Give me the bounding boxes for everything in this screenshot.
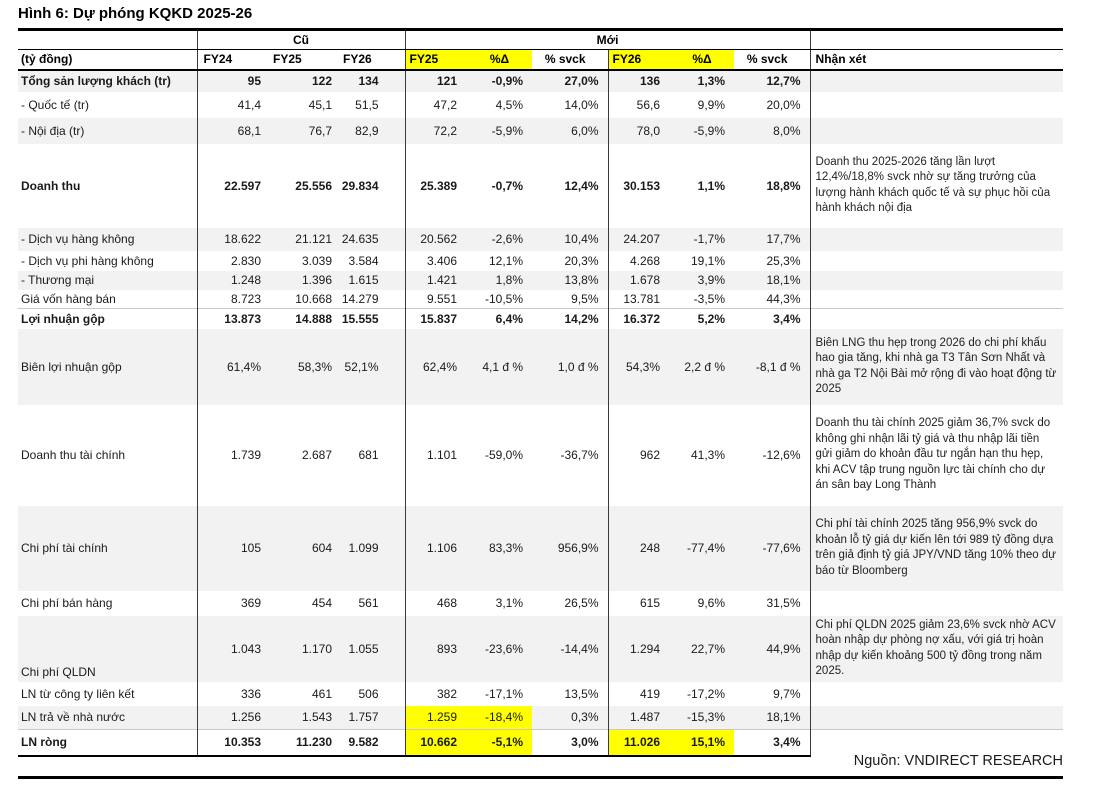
cell-value: 10,4% [564, 232, 599, 246]
row-label: - Dịch vụ phi hàng không [21, 253, 154, 268]
column-header: FY25 [267, 50, 337, 70]
cell-value: 47,2 [405, 92, 467, 118]
row-label: Chi phí bán hàng [21, 596, 113, 610]
row-label: Chi phí tài chính [21, 541, 108, 555]
row-comment [810, 92, 1063, 118]
table-row [18, 290, 1063, 309]
cell-value: 1.421 [405, 271, 467, 290]
row-label: LN ròng [18, 730, 197, 756]
cell-value: 454 [311, 596, 332, 610]
cell-value: 6,0% [571, 123, 599, 138]
cell-value: 1.256 [197, 706, 267, 730]
cell-value: 369 [197, 591, 267, 616]
cell-value: 134 [358, 74, 379, 88]
group-header-row [18, 30, 1063, 50]
cell-value: 561 [358, 596, 379, 610]
cell-value: 76,7 [308, 123, 332, 138]
cell-value: 3.584 [348, 253, 379, 268]
cell-value: 30.153 [608, 144, 670, 228]
cell-value: 13,8% [564, 273, 599, 287]
cell-value: -0,9% [491, 74, 524, 88]
cell-value: 16.372 [608, 309, 670, 329]
row-label: - Dịch vụ hàng không [21, 232, 135, 246]
group-header-comment-spacer [810, 30, 1063, 50]
cell-value: -18,4% [467, 706, 532, 730]
cell-value: 82,9 [355, 123, 379, 138]
cell-value: -5,1% [467, 730, 532, 756]
cell-value: 1,1% [697, 178, 726, 193]
cell-value: 3,1% [495, 596, 524, 610]
cell-value: 9,6% [697, 596, 726, 610]
cell-value: 962 [608, 405, 670, 506]
cell-value: -3,5% [693, 291, 726, 306]
cell-value: 1.487 [608, 706, 670, 730]
cell-value: 18.622 [197, 228, 267, 251]
cell-value: 12,4% [564, 178, 599, 193]
unit-header: (tỷ đồng) [18, 50, 197, 70]
cell-value: 20.562 [405, 228, 467, 251]
table-row [18, 616, 1063, 682]
cell-value: 3.406 [405, 251, 467, 271]
row-label: - Thương mại [21, 273, 95, 287]
column-header: FY25 [405, 50, 467, 70]
row-label: Biên lợi nhuận gộp [21, 359, 122, 374]
cell-value: 6,4% [467, 309, 532, 329]
row-label: Doanh thu [21, 178, 81, 193]
cell-value: 1.055 [348, 641, 379, 656]
cell-value: 468 [405, 591, 467, 616]
cell-value: 3,9% [697, 273, 726, 287]
cell-value: 604 [311, 541, 332, 555]
cell-value: 1.043 [197, 616, 267, 682]
cell-value: 95 [197, 70, 267, 92]
table-row [18, 251, 1063, 271]
cell-value: 1.294 [608, 616, 670, 682]
cell-value: 58,3% [297, 359, 332, 374]
cell-value: 17,7% [766, 232, 801, 246]
cell-value: 1.543 [301, 710, 332, 725]
table-row [18, 118, 1063, 144]
row-comment [810, 706, 1063, 730]
cell-value: -77,6% [762, 541, 801, 555]
cell-value: 54,3% [608, 329, 670, 405]
cell-value: 21.121 [295, 232, 332, 246]
cell-value: 18,1% [766, 710, 801, 725]
cell-value: 56,6 [608, 92, 670, 118]
cell-value: 78,0 [608, 118, 670, 144]
row-comment [810, 271, 1063, 290]
cell-value: 15.555 [337, 309, 405, 329]
cell-value: 4,5% [495, 97, 524, 112]
row-comment [810, 290, 1063, 309]
table-row [18, 706, 1063, 730]
table-row [18, 309, 1063, 329]
cell-value: 10.353 [197, 730, 267, 756]
cell-value: -5,9% [491, 123, 524, 138]
row-label: Chi phí QLDN [21, 664, 96, 679]
table-row [18, 730, 1063, 756]
cell-value: 61,4% [197, 329, 267, 405]
row-label: Lợi nhuận gộp [18, 309, 197, 329]
cell-value: 18,1% [766, 273, 801, 287]
row-comment [810, 251, 1063, 271]
table-row [18, 329, 1063, 405]
cell-value: 10.662 [405, 730, 467, 756]
row-label: Tổng sản lượng khách (tr) [21, 74, 171, 88]
cell-value: 1.678 [608, 271, 670, 290]
cell-value: 615 [608, 591, 670, 616]
cell-value: 31,5% [766, 596, 801, 610]
cell-value: -2,6% [491, 232, 524, 246]
table-row [18, 70, 1063, 92]
cell-value: 22.597 [197, 144, 267, 228]
cell-value: 11.026 [608, 730, 670, 756]
cell-value: 25.389 [405, 144, 467, 228]
row-comment: Chi phí QLDN 2025 giảm 23,6% svck nhờ ACV hoàn nhập dự phòng nợ xấu, với giá trị hoàn nhập dự kiến khoảng 500 tỷ đồng trong năm 2025. [810, 616, 1063, 682]
cell-value: 27,0% [564, 74, 599, 88]
cell-value: 248 [608, 506, 670, 591]
cell-value: -15,3% [687, 710, 726, 725]
cell-value: -8,1 đ % [755, 359, 801, 374]
cell-value: 5,2% [670, 309, 734, 329]
row-comment: Doanh thu tài chính 2025 giảm 36,7% svck do không ghi nhận lãi tỷ giá và thu nhập lãi tiền gửi giảm do khoản đầu tư ngắn hạn thu hẹp, khi ACV tập trung nguồn lực tài chính cho dự án sân bay Long Thành [810, 405, 1063, 506]
figure-bottom-rule [18, 776, 1063, 779]
cell-value: -17,2% [687, 686, 726, 701]
cell-value: 13.781 [608, 290, 670, 309]
row-label: - Quốc tế (tr) [21, 97, 90, 112]
cell-value: 1,8% [495, 273, 524, 287]
cell-value: 1,3% [697, 74, 726, 88]
cell-value: 18,8% [766, 178, 801, 193]
cell-value: -59,0% [485, 448, 524, 462]
cell-value: 8.723 [197, 290, 267, 309]
group-header-old: Cũ [197, 30, 405, 50]
cell-value: 14.888 [267, 309, 337, 329]
cell-value: 506 [358, 686, 379, 701]
cell-value: 20,3% [564, 253, 599, 268]
column-header: FY24 [197, 50, 267, 70]
cell-value: 2.687 [301, 448, 332, 462]
cell-value: 122 [311, 74, 332, 88]
row-label: Giá vốn hàng bán [21, 291, 116, 306]
row-comment [810, 309, 1063, 329]
cell-value: 9,5% [571, 291, 599, 306]
cell-value: 44,9% [766, 641, 801, 656]
cell-value: 1,0 đ % [557, 359, 599, 374]
cell-value: 14,2% [532, 309, 608, 329]
cell-value: 0,3% [571, 710, 599, 725]
cell-value: 62,4% [405, 329, 467, 405]
column-header-row [18, 50, 1063, 70]
cell-value: -77,4% [687, 541, 726, 555]
cell-value: 13.873 [197, 309, 267, 329]
cell-value: 1.739 [197, 405, 267, 506]
cell-value: -0,7% [491, 178, 524, 193]
cell-value: -23,6% [485, 641, 524, 656]
cell-value: 15,1% [670, 730, 734, 756]
cell-value: 1.615 [348, 273, 379, 287]
group-header-spacer [18, 30, 197, 50]
cell-value: 45,1 [308, 97, 332, 112]
cell-value: 893 [405, 616, 467, 682]
cell-value: 52,1% [344, 359, 379, 374]
cell-value: 29.834 [341, 178, 379, 193]
table-row [18, 591, 1063, 616]
table-row [18, 506, 1063, 591]
cell-value: 22,7% [691, 641, 726, 656]
cell-value: 44,3% [766, 291, 801, 306]
row-label: Doanh thu tài chính [21, 448, 126, 462]
table-row [18, 271, 1063, 290]
cell-value: 51,5 [355, 97, 379, 112]
cell-value: 136 [608, 70, 670, 92]
cell-value: 12,7% [766, 74, 801, 88]
cell-value: 681 [358, 448, 379, 462]
comment-column-header: Nhận xét [810, 50, 1063, 70]
cell-value: 1.259 [405, 706, 467, 730]
cell-value: 10.668 [295, 291, 332, 306]
cell-value: 4.268 [608, 251, 670, 271]
cell-value: -12,6% [762, 448, 801, 462]
row-label: - Nội địa (tr) [21, 123, 85, 138]
row-label: LN trả về nhà nước [21, 710, 125, 725]
group-header-new: Mới [405, 30, 810, 50]
cell-value: 41,4 [197, 92, 267, 118]
cell-value: 68,1 [197, 118, 267, 144]
cell-value: -36,7% [560, 448, 599, 462]
cell-value: 1.248 [197, 271, 267, 290]
cell-value: 83,3% [489, 541, 524, 555]
cell-value: 3,4% [734, 309, 810, 329]
cell-value: 15.837 [405, 309, 467, 329]
row-comment [810, 70, 1063, 92]
row-comment: Chi phí tài chính 2025 tăng 956,9% svck do khoản lỗ tỷ giá dự kiến lên tới 989 tỷ đồng dựa trên giả định tỷ giá JPY/VND tăng 10% theo dự báo từ Bloomberg [810, 506, 1063, 591]
cell-value: 419 [608, 682, 670, 706]
row-comment [810, 682, 1063, 706]
cell-value: 1.101 [405, 405, 467, 506]
row-comment: Biên LNG thu hẹp trong 2026 do chi phí khấu hao gia tăng, khi nhà ga T3 Tân Sơn Nhất và nhà ga T2 Nội Bài mở rộng đi vào hoạt động từ 2025 [810, 329, 1063, 405]
cell-value: 24.635 [341, 232, 379, 246]
cell-value: 336 [197, 682, 267, 706]
cell-value: 1.170 [301, 641, 332, 656]
cell-value: 25.556 [295, 178, 332, 193]
cell-value: 382 [405, 682, 467, 706]
cell-value: 3,4% [734, 730, 810, 756]
table-row [18, 682, 1063, 706]
cell-value: -10,5% [485, 291, 524, 306]
cell-value: 956,9% [557, 541, 599, 555]
cell-value: 12,1% [489, 253, 524, 268]
cell-value: -1,7% [693, 232, 726, 246]
cell-value: 11.230 [267, 730, 337, 756]
column-header: % svck [532, 50, 608, 70]
row-comment [810, 591, 1063, 616]
cell-value: 14.279 [341, 291, 379, 306]
cell-value: 26,5% [564, 596, 599, 610]
table-row [18, 228, 1063, 251]
cell-value: 2,2 đ % [684, 359, 726, 374]
cell-value: 14,0% [564, 97, 599, 112]
cell-value: 25,3% [766, 253, 801, 268]
table-row [18, 92, 1063, 118]
column-header: %Δ [670, 50, 734, 70]
cell-value: 4,1 đ % [482, 359, 524, 374]
cell-value: 1.106 [405, 506, 467, 591]
cell-value: 19,1% [691, 253, 726, 268]
cell-value: 24.207 [608, 228, 670, 251]
cell-value: 1.757 [348, 710, 379, 725]
row-comment: Doanh thu 2025-2026 tăng lần lượt 12,4%/18,8% svck nhờ sự tăng trưởng của lượng hành khách quốc tế và sự phục hồi của hành khách nội địa [810, 144, 1063, 228]
cell-value: 1.396 [301, 273, 332, 287]
cell-value: 9,9% [697, 97, 726, 112]
cell-value: 72,2 [405, 118, 467, 144]
column-header: FY26 [337, 50, 405, 70]
column-header: % svck [734, 50, 810, 70]
forecast-table [18, 28, 1063, 757]
cell-value: 8,0% [773, 123, 801, 138]
row-comment [810, 730, 1063, 756]
cell-value: 9.582 [337, 730, 405, 756]
row-label: LN từ công ty liên kết [21, 686, 135, 701]
row-comment [810, 118, 1063, 144]
row-comment [810, 228, 1063, 251]
cell-value: -17,1% [485, 686, 524, 701]
figure-title: Hình 6: Dự phóng KQKD 2025-26 [18, 5, 253, 22]
cell-value: -14,4% [560, 641, 599, 656]
cell-value: 41,3% [691, 448, 726, 462]
source-credit: Nguồn: VNDIRECT RESEARCH [853, 753, 1063, 769]
cell-value: 9.551 [405, 290, 467, 309]
cell-value: 20,0% [766, 97, 801, 112]
cell-value: 3,0% [532, 730, 608, 756]
cell-value: 3.039 [301, 253, 332, 268]
table-row [18, 144, 1063, 228]
column-header: FY26 [608, 50, 670, 70]
cell-value: 1.099 [348, 541, 379, 555]
cell-value: 461 [311, 686, 332, 701]
cell-value: 13,5% [564, 686, 599, 701]
cell-value: 9,7% [773, 686, 801, 701]
cell-value: 121 [405, 70, 467, 92]
cell-value: 105 [197, 506, 267, 591]
table-row [18, 405, 1063, 506]
cell-value: -5,9% [693, 123, 726, 138]
column-header: %Δ [467, 50, 532, 70]
cell-value: 2.830 [197, 251, 267, 271]
